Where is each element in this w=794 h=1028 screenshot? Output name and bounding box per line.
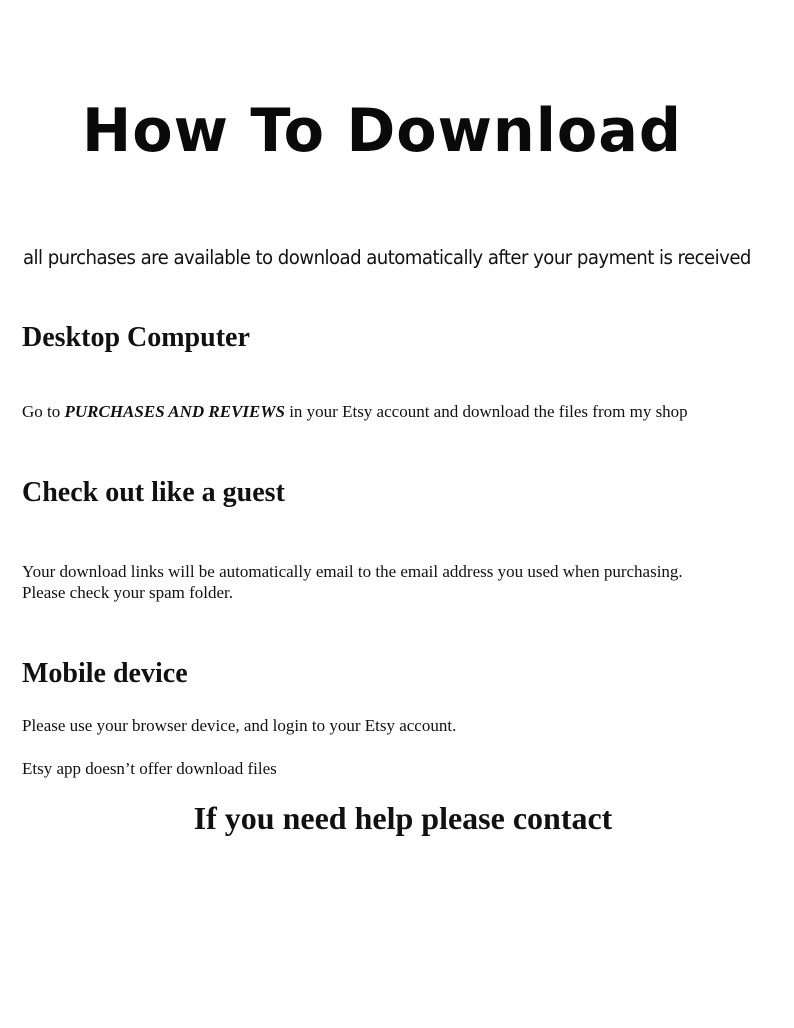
section-heading-desktop: Desktop Computer bbox=[22, 322, 250, 353]
mobile-instructions-line2: Etsy app doesn’t offer download files bbox=[22, 759, 277, 778]
desktop-instructions bbox=[22, 401, 688, 422]
desktop-text-before: Go to bbox=[22, 402, 65, 421]
section-heading-guest: Check out like a guest bbox=[22, 477, 285, 508]
section-heading-mobile: Mobile device bbox=[22, 658, 188, 689]
desktop-text-after: in your Etsy account and download the files from my shop bbox=[284, 402, 688, 421]
guest-instructions-line1: Your download links will be automatically email to the email address you used when purchasing. bbox=[22, 562, 683, 581]
help-contact-heading: If you need help please contact bbox=[193, 800, 613, 836]
purchases-and-reviews-emphasis: PURCHASES AND REVIEWS bbox=[64, 402, 285, 421]
guest-instructions-line2: Please check your spam folder. bbox=[22, 583, 234, 602]
page-title: How To Download bbox=[82, 96, 682, 166]
mobile-instructions-line1: Please use your browser device, and login to your Etsy account. bbox=[22, 716, 457, 735]
page-subtitle: all purchases are available to download automatically after your payment is received bbox=[23, 246, 751, 269]
